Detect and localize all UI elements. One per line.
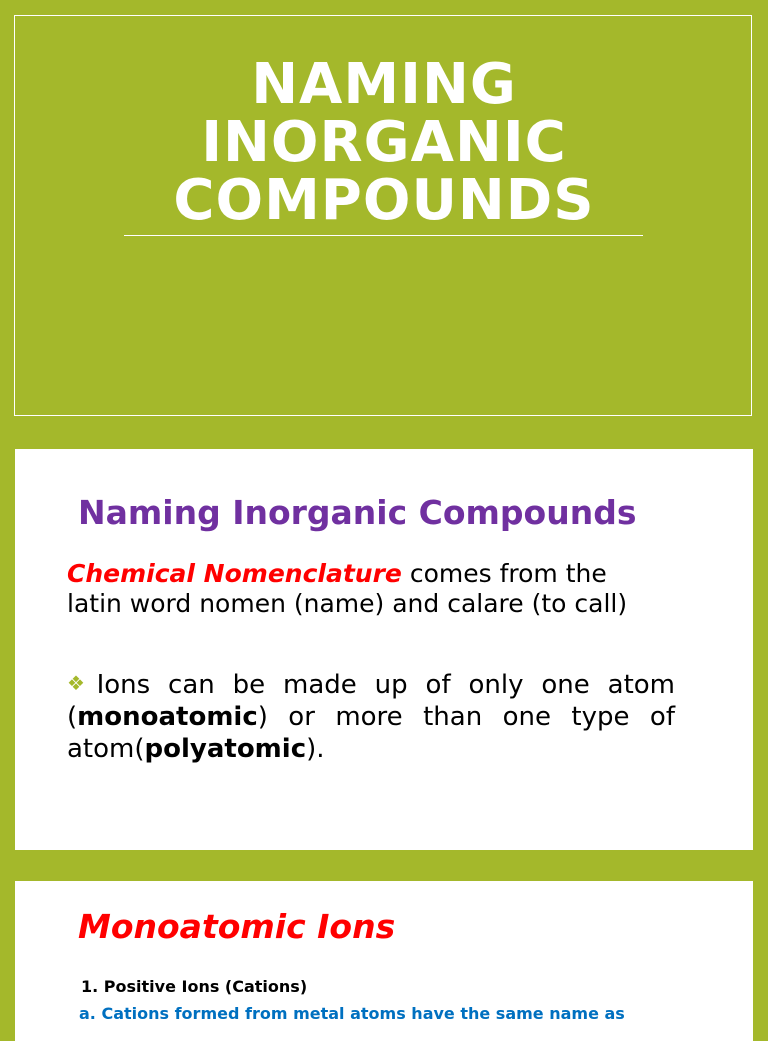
title-line-3: COMPOUNDS [173,168,595,233]
monoatomic-slide [15,881,753,1041]
nomenclature-definition [67,559,707,619]
title-line-1: NAMING [251,52,517,117]
cations-subheading: 1. Positive Ions (Cations) [81,977,308,996]
ions-bullet [67,667,675,765]
definition-rest: comes from the [401,559,607,588]
title-slide [0,0,768,432]
slide-title [0,52,768,233]
definition-line-2: latin word nomen (name) and calare (to call) [67,589,628,618]
bullet-text-1: Ions can be made up of only one atom ( [67,670,675,732]
monoatomic-heading: Monoatomic Ions [78,907,396,946]
title-divider [124,235,643,236]
naming-slide [15,449,753,850]
diamond-bullet-icon: ❖ [67,671,95,695]
naming-heading: Naming Inorganic Compounds [78,493,637,532]
cations-body-text: a. Cations formed from metal atoms have the same name as [79,1004,625,1023]
bullet-text-2: ) or more than one type of atom( [67,702,675,764]
definition-term: Chemical Nomenclature [67,559,402,588]
polyatomic-term: polyatomic [144,734,307,764]
title-line-2: INORGANIC [201,110,567,175]
bullet-text-3: ). [306,734,325,764]
monoatomic-term: monoatomic [77,702,258,732]
